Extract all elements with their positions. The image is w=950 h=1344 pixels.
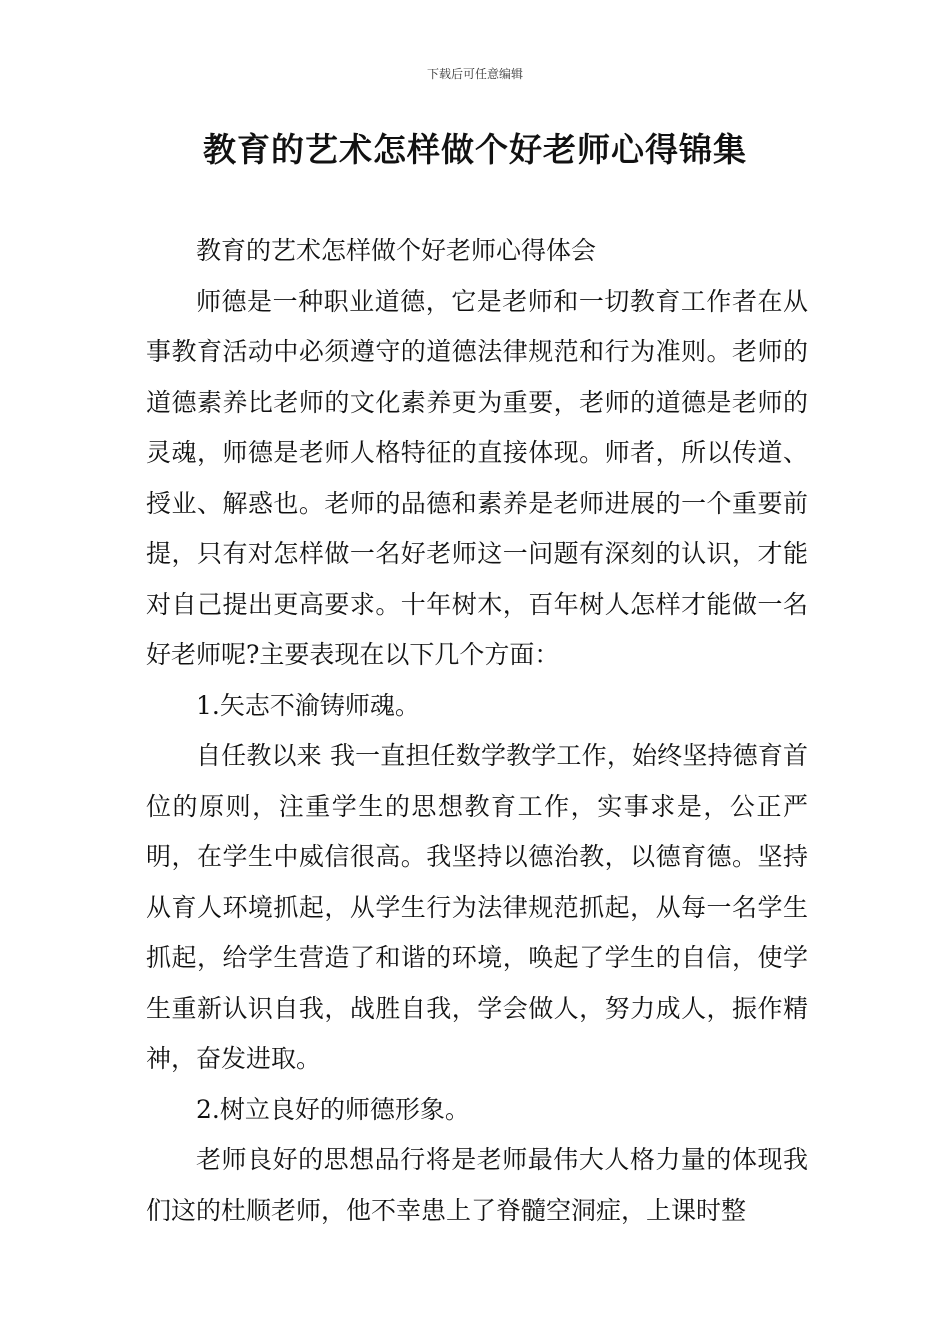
header-note: 下载后可任意编辑	[426, 67, 523, 81]
paragraph-heading-2: 2.树立良好的师德形象。	[196, 1094, 470, 1124]
paragraph-subtitle: 教育的艺术怎样做个好老师心得体会	[196, 236, 597, 265]
paragraph-heading-1: 1.矢志不渝铸师魂。	[196, 690, 420, 720]
document-body	[146, 226, 808, 1236]
paragraph: 自任教以来 我一直担任数学教学工作，始终坚持德育首位的原则，注重学生的思想教育工作，实事求是，公正严明，在学生中威信很高。我坚持以德治教，以德育德。坚持从育人环境抓起，从学生行为法律规范抓起，从每一名学生抓起，给学生营造了和谐的环境，唤起了学生的自信，使学生重新认识自我，战胜自我，学会做人，努力成人，振作精神，奋发进取。	[146, 741, 808, 1073]
paragraph: 师德是一种职业道德，它是老师和一切教育工作者在从事教育活动中必须遵守的道德法律规范和行为准则。老师的道德素养比老师的文化素养更为重要，老师的道德是老师的灵魂，师德是老师人格特征的直接体现。师者，所以传道、授业、解惑也。老师的品德和素养是老师进展的一个重要前提，只有对怎样做一名好老师这一问题有深刻的认识，才能对自己提出更高要求。十年树木，百年树人怎样才能做一名好老师呢?主要表现在以下几个方面：	[146, 286, 808, 669]
document-title: 教育的艺术怎样做个好老师心得锦集	[203, 130, 747, 169]
paragraph: 老师良好的思想品行将是老师最伟大人格力量的体现我们这的杜顺老师，他不幸患上了脊髓空洞症，上课时整	[146, 1145, 808, 1225]
